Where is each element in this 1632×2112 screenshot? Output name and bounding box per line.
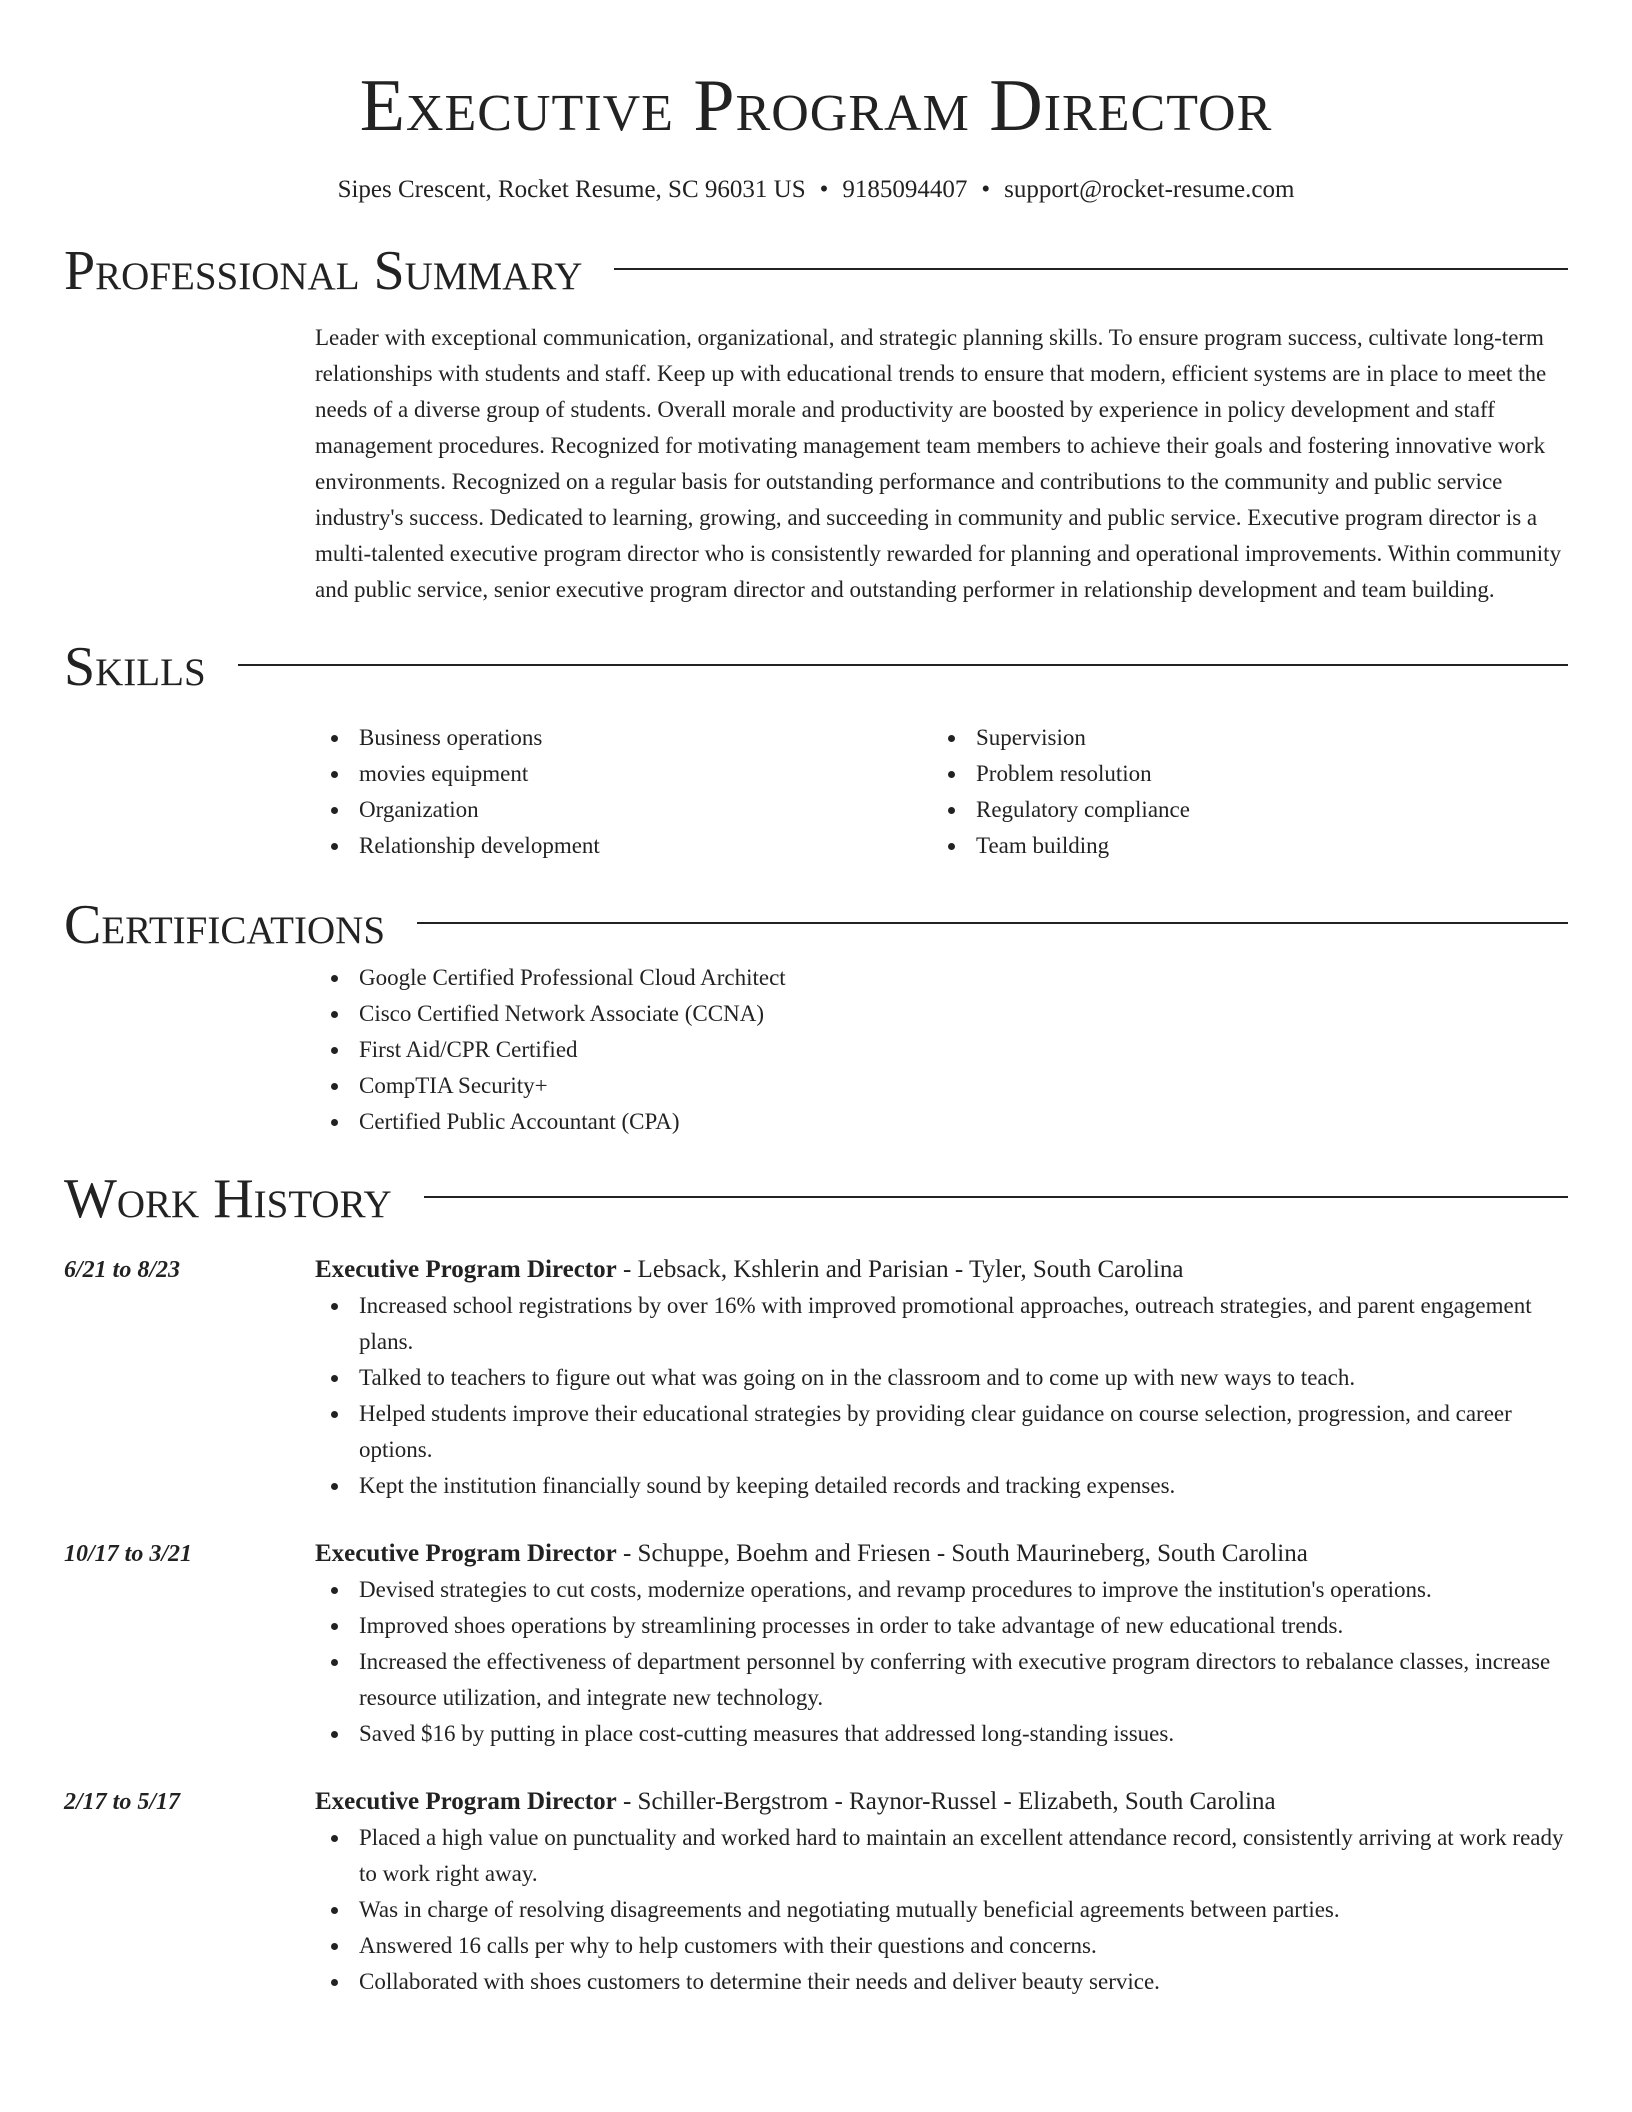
job-employer: - Lebsack, Kshlerin and Parisian - Tyler, South Carolina [616,1256,1184,1283]
bullet-icon [331,1943,338,1950]
job-bullet: Talked to teachers to figure out what was going on in the classroom and to come up with new ways to teach. [315,1360,1568,1396]
job-bullet: Kept the institution financially sound by keeping detailed records and tracking expenses. [315,1468,1568,1504]
job-bullet: Placed a high value on punctuality and worked hard to maintain an excellent attendance record, consistently arriving at work ready to work right away. [315,1820,1568,1892]
bullet-icon [331,1587,338,1594]
section-divider [238,664,1568,666]
summary-section [315,306,1568,608]
bullet-icon [331,1623,338,1630]
work-heading: Work History [64,1168,392,1230]
job-bullet: Increased school registrations by over 16% with improved promotional approaches, outreach strategies, and parent engagement plans. [315,1288,1568,1360]
job-bullets [315,1572,1568,1752]
email: support@rocket-resume.com [1004,176,1295,203]
job-dates: 6/21 to 8/23 [64,1257,181,1283]
skills-heading: Skills [64,636,206,698]
skill-item: Organization [315,792,932,828]
contact-separator: • [819,176,829,203]
certifications-heading: Certifications [64,894,386,956]
job-bullet: Improved shoes operations by streamlining processes in order to take advantage of new educational trends. [315,1608,1568,1644]
summary-text: Leader with exceptional communication, organizational, and strategic planning skills. To ensure program success, cultivate long-term relationships with students and staff. Keep up with educational trends to ensure that modern, efficient systems are in place to meet the needs of a diverse group of students. Overall morale and productivity are boosted by experience in policy development and staff management procedures. Recognized for motivating management team members to achieve their goals and fostering innovative work environments. Recognized on a regular basis for outstanding performance and contributions to the community and public service industry's success. Dedicated to learning, growing, and succeeding in community and public service. Executive program director is a multi-talented executive program director who is consistently rewarded for planning and operational improvements. Within community and public service, senior executive program director and outstanding performer in relationship development and team building. [315,325,1562,602]
bullet-icon [948,735,955,742]
skills-list-right [932,720,1549,864]
job-bullet: Helped students improve their educational strategies by providing clear guidance on course selection, progression, and career options. [315,1396,1568,1468]
bullet-icon [331,1119,338,1126]
certifications-list [315,960,1568,1140]
summary-section-header [64,236,1568,306]
bullet-icon [948,807,955,814]
skills-section [315,702,1568,864]
address: Sipes Crescent, Rocket Resume, SC 96031 US [337,176,806,203]
job-employer: - Schiller-Bergstrom - Raynor-Russel - Elizabeth, South Carolina [616,1788,1276,1815]
section-divider [424,1196,1568,1198]
bullet-icon [331,975,338,982]
skill-item: Regulatory compliance [932,792,1549,828]
bullet-icon [331,771,338,778]
bullet-icon [331,1375,338,1382]
bullet-icon [948,843,955,850]
job-entry [64,1784,1568,2000]
job-title-line [315,1784,1568,1820]
skills-section-header [64,632,1568,702]
section-divider [417,922,1568,924]
bullet-icon [331,1979,338,1986]
bullet-icon [948,771,955,778]
job-bullet: Increased the effectiveness of department personnel by conferring with executive program directors to rebalance classes, increase resource utilization, and integrate new technology. [315,1644,1568,1716]
job-bullet: Collaborated with shoes customers to determine their needs and deliver beauty service. [315,1964,1568,2000]
bullet-icon [331,807,338,814]
bullet-icon [331,1483,338,1490]
summary-heading: Professional Summary [64,240,583,302]
job-bullets [315,1820,1568,2000]
skill-item: Supervision [932,720,1549,756]
skill-item: Business operations [315,720,932,756]
job-title-line [315,1252,1568,1288]
candidate-name: Executive Program Director [359,65,1273,147]
job-dates: 2/17 to 5/17 [64,1789,181,1815]
certification-item: Cisco Certified Network Associate (CCNA) [315,996,1568,1032]
job-bullet: Devised strategies to cut costs, modernize operations, and revamp procedures to improve the institution's operations. [315,1572,1568,1608]
bullet-icon [331,843,338,850]
job-bullet: Was in charge of resolving disagreements and negotiating mutually beneficial agreements between parties. [315,1892,1568,1928]
bullet-icon [331,1047,338,1054]
certification-item: Certified Public Accountant (CPA) [315,1104,1568,1140]
certifications-section [315,960,1568,1140]
resume-page [64,0,1568,2000]
skill-item: Problem resolution [932,756,1549,792]
job-details [315,1784,1568,2000]
section-divider [614,268,1568,270]
bullet-icon [331,1303,338,1310]
bullet-icon [331,1411,338,1418]
bullet-icon [331,1907,338,1914]
work-section-header [64,1164,1568,1234]
job-bullets [315,1288,1568,1504]
job-details [315,1536,1568,1752]
certification-item: First Aid/CPR Certified [315,1032,1568,1068]
job-title-line [315,1536,1568,1572]
phone: 9185094407 [842,176,968,203]
certification-item: CompTIA Security+ [315,1068,1568,1104]
bullet-icon [331,1731,338,1738]
skill-item: Team building [932,828,1549,864]
job-details [315,1252,1568,1504]
bullet-icon [331,1835,338,1842]
bullet-icon [331,1659,338,1666]
job-dates: 10/17 to 3/21 [64,1541,193,1567]
bullet-icon [331,735,338,742]
bullet-icon [331,1011,338,1018]
skill-item: movies equipment [315,756,932,792]
job-employer: - Schuppe, Boehm and Friesen - South Maurineberg, South Carolina [616,1540,1308,1567]
contact-line [64,174,1568,206]
skills-list-left [315,720,932,864]
job-entry [64,1252,1568,1504]
skill-item: Relationship development [315,828,932,864]
job-title: Executive Program Director [315,1540,617,1567]
job-title: Executive Program Director [315,1788,617,1815]
contact-separator: • [981,176,991,203]
job-bullet: Answered 16 calls per why to help customers with their questions and concerns. [315,1928,1568,1964]
job-entry [64,1536,1568,1752]
certifications-section-header [64,890,1568,960]
job-title: Executive Program Director [315,1256,617,1283]
certification-item: Google Certified Professional Cloud Architect [315,960,1568,996]
bullet-icon [331,1083,338,1090]
job-bullet: Saved $16 by putting in place cost-cutting measures that addressed long-standing issues. [315,1716,1568,1752]
